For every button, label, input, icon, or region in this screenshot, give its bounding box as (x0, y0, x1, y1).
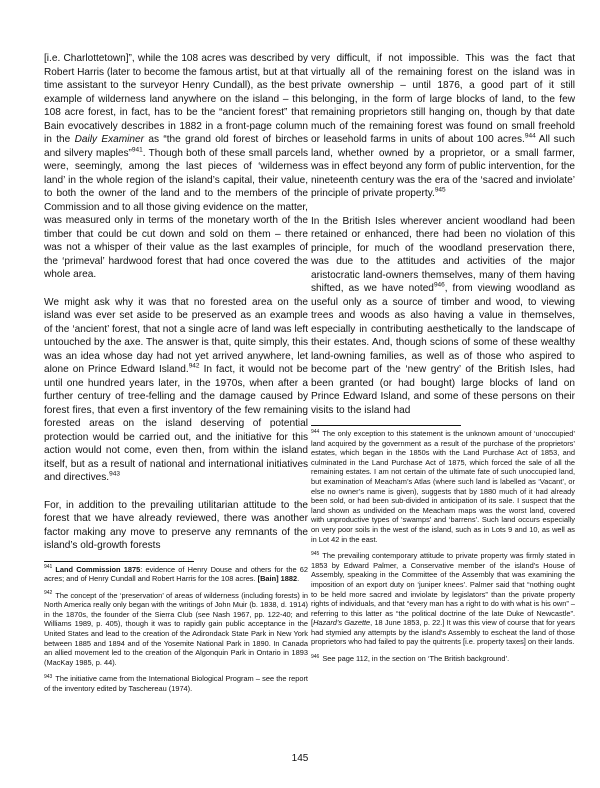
paragraph: [i.e. Charlottetown]”, while the 108 acres was described by Robert Harris (later to become the famous artist, but at that time assistant to the surveyor Henry Cundall), as the best example of wilderness land anywhere on the island – this 108 acre forest, in fact, has to be the “ancient forest” that Bain evocatively describes in 1882 in a front-page column in the Daily Examiner as “the grand old forest of birches and silvery maples”$^{941}$. Though both of these small parcels were, seemingly, among the last pieces of ‘wilderness land’ in the whole region of the island’s capital, their value, to both the owner of the land and to the members of the Commission and to all those giving evidence on the matter, was measured only in terms of the monetary worth of the timber that could be cut down and sold on them – there was not a whisper of their value as the last examples of the ‘primeval’ hardwood forest that had once covered the whole area. (44, 53, 309, 280)
footnote-945: $^{945}$ The prevailing contemporary attitude to private property was firmly stated in 1853 by Edward Palmer, a Conservative member of the island’s House of Assembly, speaking in the Committee of the Assembly that was examining the imposition of an export duty on ‘juniper knees’. Palmer said that “nothing ought to be held more sacred and inviolate by legislators” than the private property rights of individuals, and that “every man has a right to do with what is his own” – referring to this latter as “the political doctrine of the late Duke of Newcastle”. [Hazard’s Gazette, 18 June 1853, p. 22.] It was this view of course that for years had stymied any attempts by the island’s Assembly to escheat the land of those proprietors who had failed to pay the quitrents [i.e. property taxes] on their lands. (311, 550, 575, 647)
paragraph: In the British Isles wherever ancient woodland had been retained or enhanced, there had been no violation of this principle, for much of the woodland preservation there, was due to the attitudes and activities of the major aristocratic land-owners themselves, many of them having shifted, as we have noted$^{946}$, from viewing woodland as useful only as a source of timber and wood, to viewing trees and woods as also having a value in themselves, especially in contributing aesthetically to the landscape of their estates. And, though scions of some of these wealthy land-owning families, as well as of those who aspired to become part of the ‘new gentry’ of the British Isles, had been granted (or had bought) large blocks of land on Prince Edward Island, and some of these persons on their visits to the island had (311, 215, 575, 416)
footnote-944: $^{944}$ The only exception to this statement is the unknown amount of ‘unoccupied’ land acquired by the government as a result of the purchase of the proprietors’ estates, which began in the 1850s with the Land Purchase Act of 1853, and culminated in the Land Purchase Act of 1875, which forced the sale of all the remaining estates. I am not certain of the ultimate fate of such unoccupied land, but examination of Meacham’s Atlas (where such land is labelled as ‘Vacant’, or else no owner’s name is given), suggests that by 1880 much of it had already been sold, or had been sub-divided in anticipation of its sale. I suspect that the land shown as undivided on the Meacham maps was the worst land, covered with unproductive types of ‘swamps’ and ‘barrens’. Such land occurs especially on very poor soils in the west of the island, such as in Lots 9 and 10, as well as in Lot 42 in the east. (311, 428, 575, 544)
footnote-943: $^{943}$ The initiative came from the International Biological Program – see the report of the inventory edited by Taschereau (1974). (44, 673, 308, 694)
footnote-946: $^{946}$ See page 112, in the section on ‘The British background’. (311, 653, 510, 664)
footnote-942: $^{942}$ The concept of the ‘preservation’ of areas of wilderness (including forests) in North America really only began with the writings of John Muir (b. 1838, d. 1914) in the 1870s, the founder of the Sierra Club (see Nash 1967, pp. 122-40; and Williams 1989, p. 405), though it was to rapidly gain public acceptance in the United States and lead to the creation of the Adirondack State Park in New York between 1885 and 1894 and of the Yosemite National Park in 1890. In Canada an allied movement led to the creation of the Algonquin Park in Ontario in 1893 (MacKay 1985, p. 44). (44, 590, 308, 667)
footnote-rule (311, 425, 461, 426)
page-number: 145 (291, 753, 309, 764)
footnote-rule (44, 561, 194, 562)
right-column (311, 52, 575, 671)
paragraph: We might ask why it was that no forested area on the island was ever set aside to be preserved as an example of the ‘ancient’ forest, that not a single acre of land was left untouched by the axe. The answer is that, quite simply, this was an idea whose day had not yet arrived anywhere, let alone on Prince Edward Island.$^{942}$ In fact, it would not be until one hundred years later, in the 1970s, when after a further century of tree-felling and the damage caused by forest fires, that even a first inventory of the few remaining forested areas on the island deserving of potential protection would be carried out, and the initiative for this action would not come, even then, from within the island itself, but as a result of national and international initiatives and directives.$^{943}$ (44, 296, 308, 483)
footnote-941: $^{941}$ Land Commission 1875: evidence of Henry Douse and others for the 62 acres; and of Henry Cundall and Robert Harris for the 108 acres. [Bain] 1882. (44, 564, 308, 584)
paragraph: For, in addition to the prevailing utilitarian attitude to the forest that we have already reviewed, there was another factor making any move to preserve any remnants of the island’s old-growth forests (44, 499, 308, 551)
left-column (44, 52, 308, 701)
paragraph: very difficult, if not impossible. This was the fact that virtually all of the remaining forest on the island was in private ownership – until 1876, a good part of it still belonging, in the form of large blocks of land, to the few remaining proprietors still hanging on, though by that date much of the remaining forest was found on small freehold or leasehold farms in units of about 100 acres.$^{944}$ All such land, whether owned by a proprietor, or a small farmer, was in effect beyond any form of public intervention, for the nineteenth century was the era of the ‘sacred and inviolate’ principle of private property.$^{945}$ (311, 53, 575, 199)
